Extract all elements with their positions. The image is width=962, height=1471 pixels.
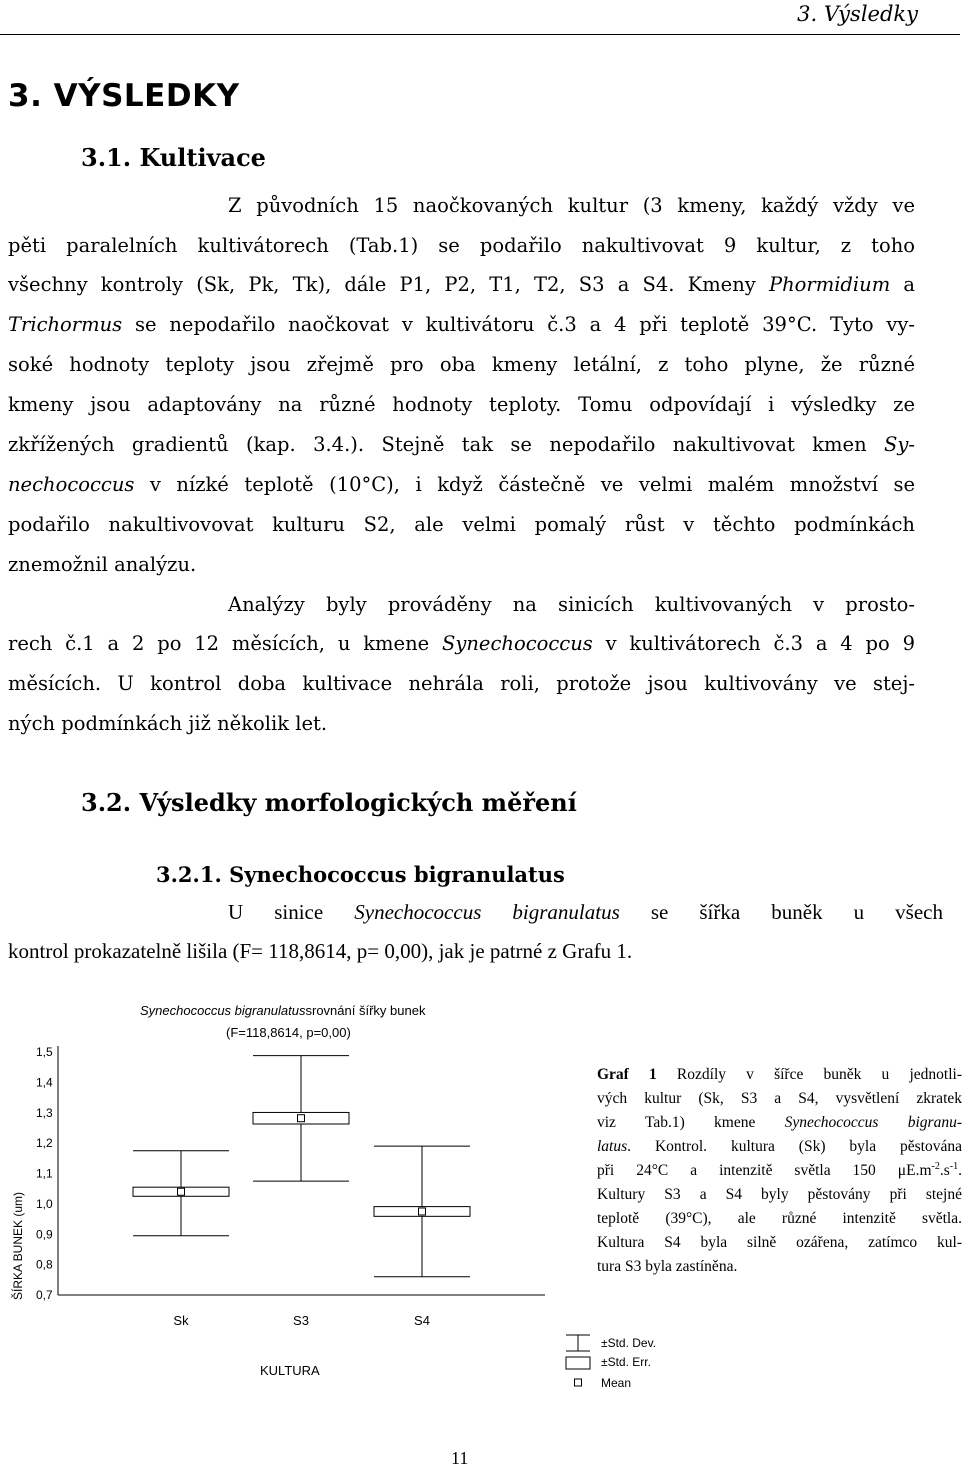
y-tick-labels	[36, 1045, 53, 1302]
mean-marker-S3	[298, 1115, 305, 1122]
figure-caption	[597, 1063, 962, 1279]
para1-line3: všechny kontroly (Sk, Pk, Tk), dále P1, P2, T1, T2, S3 a S4. Kmeny Phormidium a	[8, 273, 916, 296]
y-tick-label: 1,3	[36, 1105, 53, 1120]
para1-line9: podařilo nakultivovovat kulturu S2, ale velmi pomalý růst v těchto podmínkách	[8, 513, 915, 536]
section-heading-morfologie: 3.2. Výsledky morfologických měření	[81, 788, 577, 817]
subsection-heading-synechococcus: 3.2.1. Synechococcus bigranulatus	[156, 862, 565, 887]
y-tick-label: 0,9	[36, 1227, 53, 1242]
x-axis-label: KULTURA	[260, 1363, 320, 1378]
caption-line4: latus. Kontrol. kultura (Sk) byla pěstována	[597, 1138, 962, 1155]
running-header: 3. Výsledky	[797, 2, 918, 26]
y-tick-label: 0,7	[36, 1288, 53, 1302]
para1-line1: Z původních 15 naočkovaných kultur (3 kmeny, každý vždy ve	[228, 194, 915, 217]
y-tick-label: 1,5	[36, 1045, 53, 1059]
y-tick-label: 0,8	[36, 1257, 53, 1272]
legend-se-box	[566, 1357, 590, 1369]
caption-line7: teplotě (39°C), ale různé intenzitě světla.	[597, 1210, 962, 1227]
legend-label: ±Std. Dev.	[601, 1336, 657, 1350]
para2-line1: Analýzy byly prováděny na sinicích kultivovaných v prosto-	[228, 593, 915, 616]
chart-legend	[566, 1335, 656, 1390]
caption-line2: vých kultur (Sk, S3 a S4, vysvětlení zkratek	[597, 1090, 962, 1107]
mean-marker-S4	[419, 1208, 426, 1215]
para1-line5: soké hodnoty teploty jsou zřejmě pro oba kmeny letální, z toho plyne, že různé	[8, 353, 915, 376]
section-heading-kultivace: 3.1. Kultivace	[81, 143, 266, 172]
y-tick-label: 1,1	[36, 1166, 53, 1181]
para1-line4: Trichormus se nepodařilo naočkovat v kultivátoru č.3 a 4 při teplotě 39°C. Tyto vy-	[8, 313, 915, 336]
plot-area	[58, 1046, 545, 1295]
caption-line1: Graf 1 Rozdíly v šířce buněk u jednotli-	[597, 1066, 962, 1083]
caption-line6: Kultury S3 a S4 byly pěstovány při stejné	[597, 1186, 962, 1203]
para3-line1: U sinice Synechococcus bigranulatus se šířka buněk u všech	[228, 900, 943, 924]
para1-line8: nechococcus v nízké teplotě (10°C), i když částečně ve velmi malém množství se	[8, 473, 915, 496]
caption-line5: při 24°C a intenzitě světla 150 $\mu E.m^{-2}.s^{-1}$.	[597, 1160, 962, 1179]
legend-mean-marker	[575, 1379, 582, 1386]
para1-line2: pěti paralelních kultivátorech (Tab.1) se podařilo nakultivovat 9 kultur, z toho	[8, 234, 915, 257]
y-tick-label: 1,0	[36, 1196, 53, 1211]
para2-line4: ných podmínkách již několik let.	[8, 712, 328, 735]
para2-line3: měsících. U kontrol doba kultivace nehrála roli, protože jsou kultivovány ve stej-	[8, 672, 915, 695]
mean-marker-Sk	[178, 1188, 185, 1195]
para3-line2: kontrol prokazatelně lišila (F= 118,8614, p= 0,00), jak je patrné z Grafu 1.	[8, 939, 633, 963]
para2-line2: rech č.1 a 2 po 12 měsících, u kmene Synechococcus v kultivátorech č.3 a 4 po 9	[8, 632, 915, 655]
caption-line8: Kultura S4 byla silně ozářena, zatímco kul-	[597, 1234, 962, 1251]
chart-subtitle: (F=118,8614, p=0,00)	[226, 1025, 351, 1040]
para1-line6: kmeny jsou adaptovány na různé hodnoty teploty. Tomu odpovídají i výsledky ze	[8, 393, 915, 416]
header-rule	[0, 34, 960, 35]
legend-label: ±Std. Err.	[601, 1355, 651, 1369]
x-tick-label: Sk	[173, 1313, 189, 1328]
caption-line3: viz Tab.1) kmene Synechococcus bigranu-	[597, 1114, 962, 1131]
x-tick-labels	[173, 1313, 430, 1328]
x-tick-label: S4	[414, 1313, 430, 1328]
y-tick-label: 1,4	[36, 1075, 53, 1090]
chapter-heading: 3. VÝSLEDKY	[8, 78, 240, 114]
page-number: 11	[451, 1448, 469, 1468]
y-axis-label: ŠÍRKA BUNEK (um)	[11, 1191, 25, 1300]
y-tick-label: 1,2	[36, 1136, 53, 1151]
para1-line10: znemožnil analýzu.	[8, 553, 197, 576]
caption-line9: tura S3 byla zastíněna.	[597, 1258, 738, 1275]
legend-label: Mean	[601, 1376, 632, 1390]
para1-line7: zkřížených gradientů (kap. 3.4.). Stejně tak se nepodařilo nakultivovat kmen Sy-	[8, 433, 915, 456]
x-tick-label: S3	[293, 1313, 309, 1328]
chart-title: Synechococcus bigranulatussrovnání šířky bunek	[140, 1003, 426, 1018]
